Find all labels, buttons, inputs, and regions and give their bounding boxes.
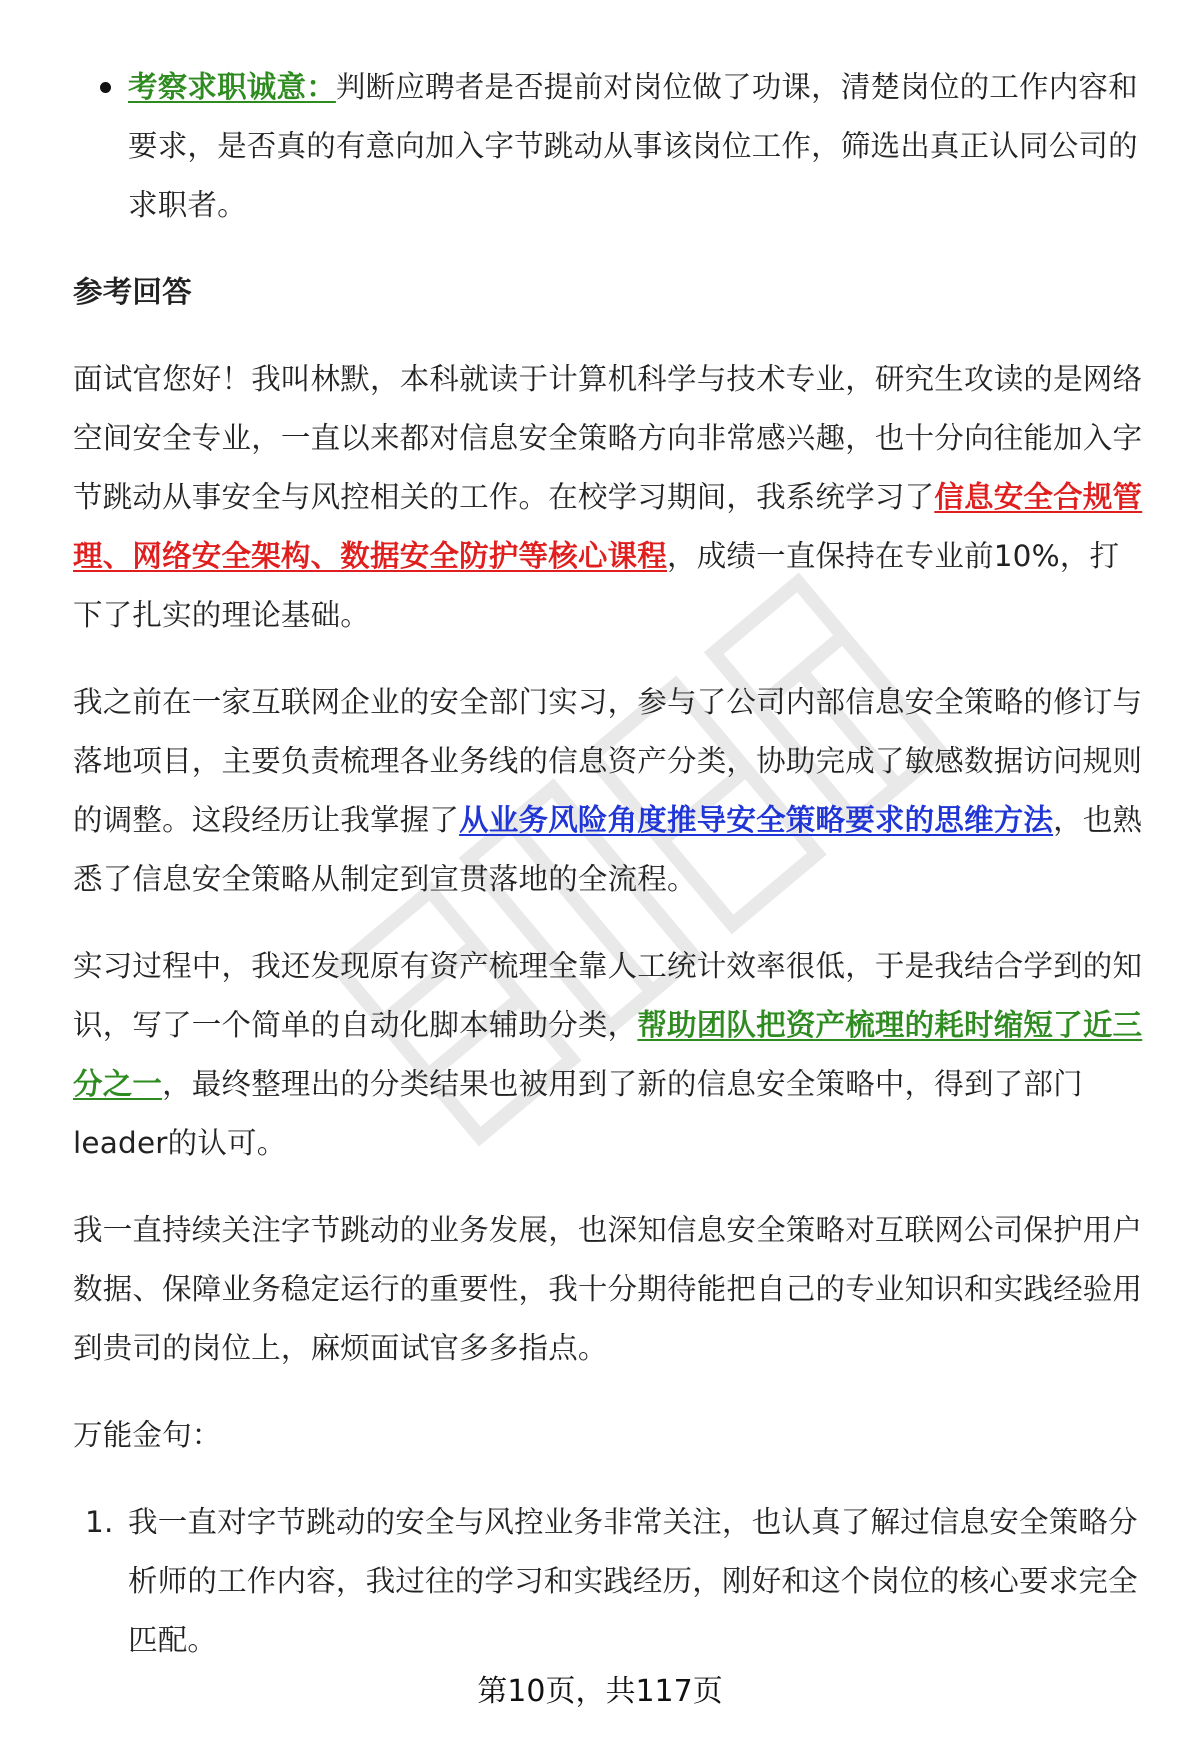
highlight-method: 从业务风险角度推导安全策略要求的思维方法 [459, 803, 1054, 837]
paragraph-internship-text: 我之前在一家互联网企业的安全部门实习，参与了公司内部信息安全策略的修订与落地项目，主要负责梳理各业务线的信息资产分类，协助完成了敏感数据访问规则的调整。这段经历让我掌握了 [73, 685, 1143, 837]
bullet-lead: 考察求职诚意： [128, 70, 336, 104]
list-number: 1. [85, 1505, 114, 1539]
paragraph-achievement-text: 实习过程中，我还发现原有资产梳理全靠人工统计效率很低，于是我结合学到的知识，写了一个简单的自动化脚本辅助分类， [73, 949, 1143, 1042]
highlight-result: 帮助团队把资产梳理的耗时缩短了近三分之一 [73, 1008, 1143, 1101]
highlight-courses: 信息安全合规管理、网络安全架构、数据安全防护等核心课程 [73, 480, 1143, 573]
numbered-list-item [73, 1493, 1145, 1670]
paragraph-intro [73, 350, 1145, 645]
paragraph-achievement [73, 937, 1145, 1173]
bullet-item [73, 58, 1145, 235]
paragraph-closing: 我一直持续关注字节跳动的业务发展，也深知信息安全策略对互联网公司保护用户数据、保障业务稳定运行的重要性，我十分期待能把自己的专业知识和实践经验用到贵司的岗位上，麻烦面试官多多指点。 [73, 1213, 1143, 1365]
page-footer: 第10页，共117页 [477, 1674, 723, 1709]
paragraph-intro-tail: ，成绩一直保持在专业前10%，打下了扎实的理论基础。 [73, 539, 1120, 632]
bullet-dot-icon [100, 82, 111, 93]
paragraph-intro-text: 面试官您好！我叫林默，本科就读于计算机科学与技术专业，研究生攻读的是网络空间安全专业，一直以来都对信息安全策略方向非常感兴趣，也十分向往能加入字节跳动从事安全与风控相关的工作。在校学习期间，我系统学习了 [73, 362, 1143, 514]
section-title: 参考回答 [73, 275, 192, 309]
numbered-item-text: 我一直对字节跳动的安全与风控业务非常关注，也认真了解过信息安全策略分析师的工作内容，我过往的学习和实践经历，刚好和这个岗位的核心要求完全匹配。 [128, 1505, 1138, 1657]
paragraph-internship [73, 673, 1145, 909]
paragraph-achievement-tail: ，最终整理出的分类结果也被用到了新的信息安全策略中，得到了部门leader的认可。 [73, 1067, 1083, 1160]
bullet-text: 判断应聘者是否提前对岗位做了功课，清楚岗位的工作内容和要求，是否真的有意向加入字节跳动从事该岗位工作，筛选出真正认同公司的求职者。 [128, 70, 1138, 222]
paragraph-internship-tail: ，也熟悉了信息安全策略从制定到宣贯落地的全流程。 [73, 803, 1143, 896]
document-body [73, 58, 1145, 1670]
paragraph-golden-sentences-label: 万能金句： [73, 1418, 222, 1452]
